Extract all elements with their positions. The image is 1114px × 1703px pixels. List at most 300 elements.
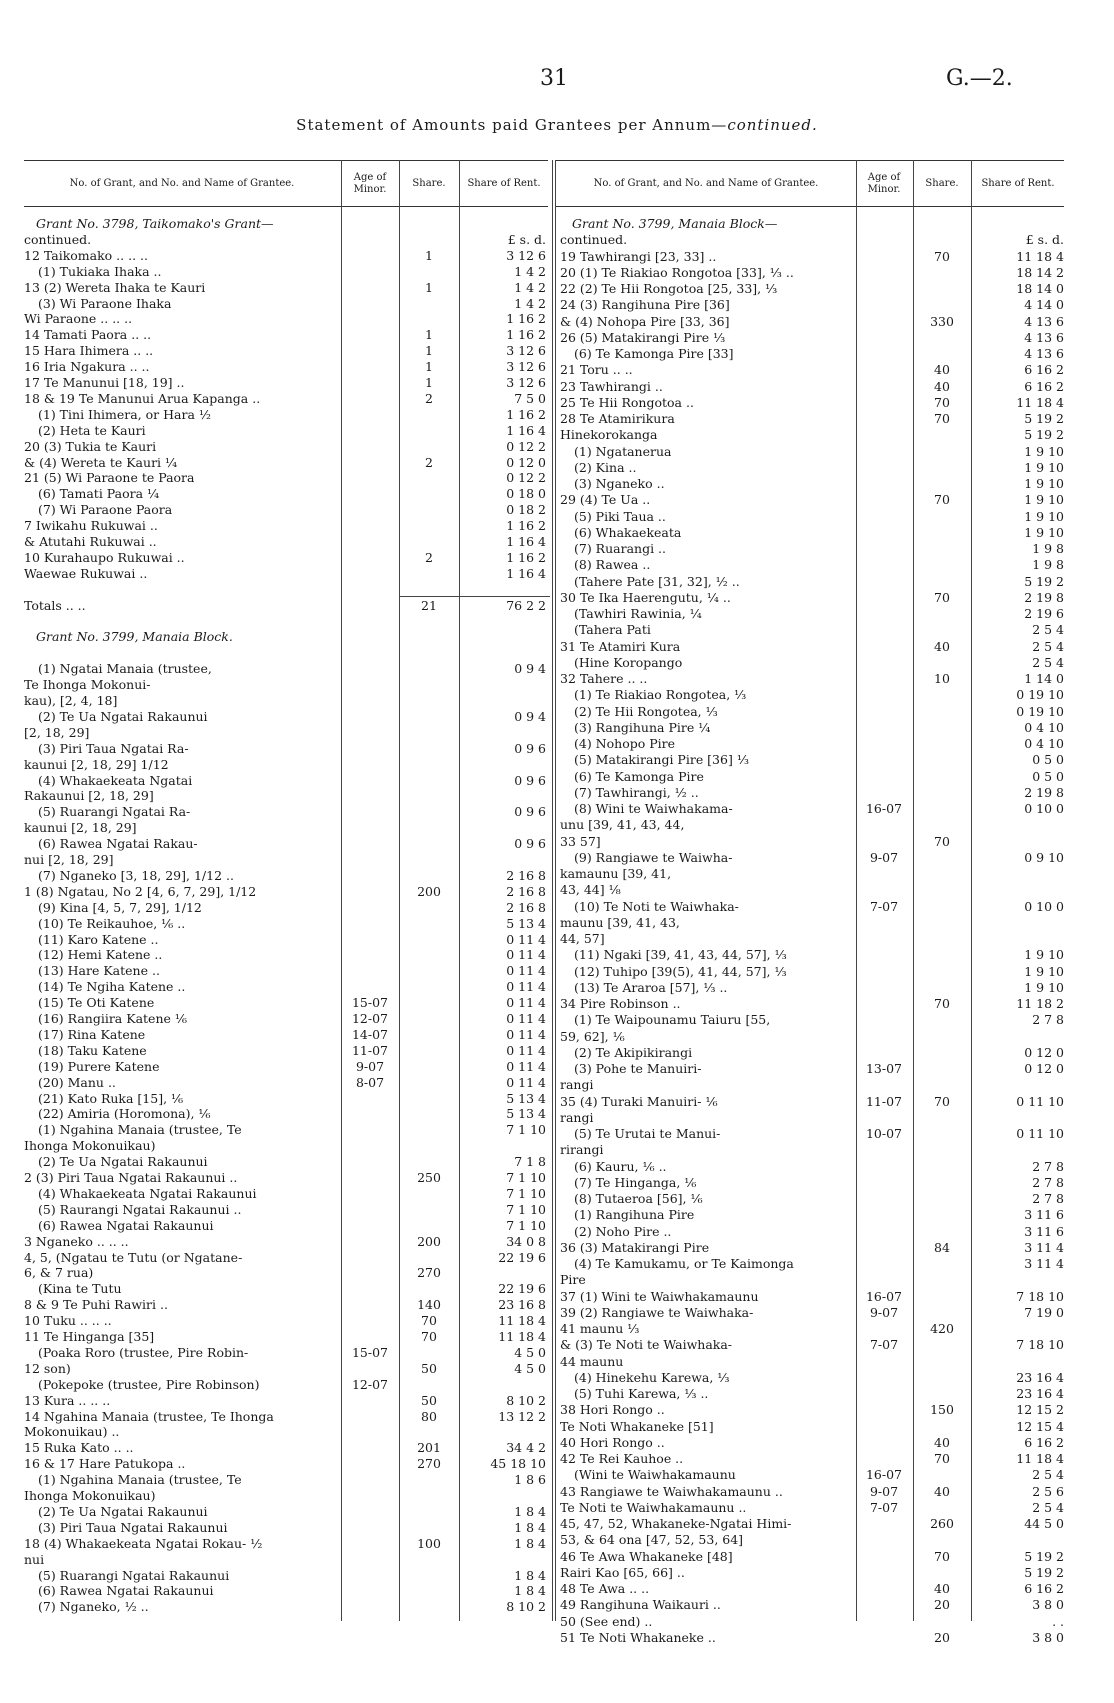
grantee-name: (6) Tamati Paora ¼: [38, 486, 160, 502]
title-text: Statement of Amounts paid Grantees per Annum—: [296, 116, 728, 134]
grantee-name: (7) Tawhirangi, ½ ..: [574, 784, 699, 800]
table-row: [560, 606, 1066, 622]
grantee-name: Waewae Rukuwai ..: [24, 565, 148, 581]
rent-amount: 0 11 4: [506, 1026, 546, 1042]
grantee-name: 14 Ngahina Manaia (trustee, Te Ihonga: [24, 1408, 274, 1424]
grantee-name: Te Noti Whakaneke [51]: [560, 1418, 714, 1434]
minor-age: 12-07: [351, 1011, 389, 1026]
minor-age: 11-07: [351, 1042, 389, 1058]
rent-amount: 1 16 2: [506, 327, 546, 343]
rent-amount: 7 5 0: [514, 390, 546, 406]
grantee-name: 3 Nganeko .. .. ..: [24, 1233, 129, 1249]
rent-amount: 5 19 2: [1024, 1548, 1064, 1564]
grantee-name: 13 Kura .. .. ..: [24, 1392, 111, 1408]
share-value: 80: [421, 1408, 437, 1424]
grantee-name: (4) Whakaekeata Ngatai Rakaunui: [38, 1185, 257, 1201]
rent-amount: 0 4 10: [1024, 736, 1064, 751]
column-divider: [555, 160, 556, 1621]
rent-amount: 0 11 4: [506, 1011, 546, 1026]
grantee-name: (13) Te Araroa [57], ⅓ ..: [574, 979, 728, 995]
share-value: 100: [417, 1535, 441, 1551]
table-row: [24, 1313, 550, 1329]
grantee-name: Mokonuikau) ..: [24, 1424, 120, 1440]
table-row: [24, 661, 550, 677]
grantee-name: (Poaka Roro (trustee, Pire Robin-: [38, 1344, 249, 1360]
grantee-name: (11) Karo Katene ..: [38, 931, 159, 947]
share-value: 70: [934, 1093, 950, 1109]
table-row: [24, 280, 550, 296]
share-value: 150: [930, 1402, 954, 1418]
table-row: [560, 232, 1066, 248]
rent-amount: 0 11 4: [506, 995, 546, 1011]
minor-age: 16-07: [865, 801, 903, 816]
grantee-name: (4) Te Kamukamu, or Te Kaimonga: [574, 1256, 794, 1271]
table-row: [560, 525, 1066, 541]
grantee-name: Totals .. ..: [24, 597, 86, 613]
grantee-name: nui [2, 18, 29]: [24, 852, 114, 867]
table-row: [24, 248, 550, 264]
grantee-name: (5) Raurangi Ngatai Rakaunui ..: [38, 1201, 242, 1217]
grantee-name: (10) Te Noti te Waiwhaka-: [574, 898, 739, 914]
share-value: 1: [425, 247, 433, 263]
rent-amount: 8 10 2: [506, 1599, 546, 1615]
rent-amount: 0 11 10: [1016, 1126, 1064, 1141]
rent-amount: 1 16 4: [506, 565, 546, 581]
rent-amount: 0 18 2: [506, 502, 546, 518]
rent-amount: 1 8 4: [514, 1535, 546, 1551]
grantee-name: 2 (3) Piri Taua Ngatai Rakaunui ..: [24, 1170, 238, 1185]
table-row: [560, 769, 1066, 785]
table-row: [560, 1516, 1066, 1532]
table-row: [24, 1599, 550, 1615]
grantee-name: & (4) Nohopa Pire [33, 36]: [560, 313, 730, 329]
rent-amount: 1 9 10: [1024, 459, 1064, 475]
rent-amount: 1 16 2: [506, 549, 546, 565]
rent-amount: 1 9 10: [1024, 476, 1064, 491]
table-row: [560, 1386, 1066, 1402]
table-row: [24, 1329, 550, 1345]
grantee-name: 18 (4) Whakaekeata Ngatai Rokau- ½: [24, 1535, 263, 1551]
table-row: [560, 704, 1066, 720]
table-row: [560, 330, 1066, 346]
minor-age: 16-07: [865, 1288, 903, 1304]
rent-amount: 0 12 0: [1024, 1044, 1064, 1060]
grantee-name: (7) Te Hinganga, ⅙: [574, 1174, 697, 1190]
table-row: [24, 1297, 550, 1313]
page-title: [0, 116, 1114, 134]
table-row: [24, 1377, 550, 1393]
table-row: [24, 820, 550, 836]
grantee-name: (2) Noho Pire ..: [574, 1223, 672, 1239]
rent-amount: 18 14 2: [1016, 264, 1064, 280]
table-row: [560, 1142, 1066, 1158]
table-row: [560, 1597, 1066, 1613]
rent-amount: 1 4 2: [514, 279, 546, 295]
grantee-name: (4) Whakaekeata Ngatai: [38, 772, 193, 788]
grantee-name: 43, 44] ⅛: [560, 882, 621, 898]
share-value: 1: [425, 279, 433, 295]
table-row: [24, 1424, 550, 1440]
grantee-name: 22 (2) Te Hii Rongotoa [25, 33], ⅓: [560, 281, 778, 296]
rent-amount: 7 1 10: [506, 1185, 546, 1201]
table-row: [24, 868, 550, 884]
rent-amount: 3 11 4: [1024, 1256, 1064, 1271]
grantee-name: (3) Nganeko ..: [574, 476, 665, 491]
rent-amount: 3 12 6: [506, 343, 546, 359]
rent-amount: 7 1 10: [506, 1201, 546, 1217]
rent-amount: 0 11 4: [506, 947, 546, 963]
table-row: [560, 460, 1066, 476]
grantee-name: (5) Matakirangi Pire [36] ⅓: [574, 752, 749, 768]
grantee-name: (6) Rawea Ngatai Rakaunui: [38, 1583, 214, 1599]
rent-amount: 45 18 10: [490, 1456, 546, 1472]
grantee-name: Hinekorokanga: [560, 427, 658, 443]
table-row: [560, 736, 1066, 752]
share-value: 70: [934, 411, 950, 426]
table-row: [24, 1409, 550, 1425]
rent-amount: 1 16 4: [506, 422, 546, 438]
rent-amount: 1 8 4: [514, 1567, 546, 1583]
rent-amount: 3 12 6: [506, 375, 546, 390]
share-value: 260: [930, 1516, 954, 1531]
table-row: [24, 1059, 550, 1075]
grantee-name: (2) Te Ua Ngatai Rakaunui: [38, 1503, 208, 1519]
grantee-name: 45, 47, 52, Whakaneke-Ngatai Himi-: [560, 1516, 792, 1531]
table-row: [560, 931, 1066, 947]
rent-amount: 8 10 2: [506, 1392, 546, 1408]
share-value: 200: [417, 1233, 441, 1249]
grantee-name: (1) Ngatanerua: [574, 443, 672, 459]
rent-amount: 6 16 2: [1024, 362, 1064, 378]
table-row: [24, 1043, 550, 1059]
table-row: [24, 1472, 550, 1488]
rent-amount: 1 9 10: [1024, 492, 1064, 508]
table-row: [560, 947, 1066, 963]
grantee-name: Ihonga Mokonuikau): [24, 1138, 156, 1154]
grantee-name: 46 Te Awa Whakaneke [48]: [560, 1548, 733, 1564]
table-row: [24, 677, 550, 693]
grantee-name: (20) Manu ..: [38, 1074, 116, 1090]
rent-amount: 0 9 6: [514, 836, 546, 852]
table-row: [24, 359, 550, 375]
table-row: [24, 757, 550, 773]
grantee-name: 33 57]: [560, 833, 601, 849]
rent-amount: 5 13 4: [506, 915, 546, 931]
left-header-share: Share.: [412, 177, 446, 189]
table-row: [560, 427, 1066, 443]
right-header-age: Age of Minor.: [867, 171, 901, 195]
rent-amount: 2 19 8: [1024, 784, 1064, 800]
grantee-name: 41 maunu ⅓: [560, 1321, 640, 1336]
grantee-name: (Tahere Pate [31, 32], ½ ..: [574, 573, 740, 589]
table-row: [24, 1075, 550, 1091]
share-value: 40: [934, 1483, 950, 1499]
share-value: 140: [417, 1297, 441, 1313]
rent-amount: 6 16 2: [1024, 1434, 1064, 1450]
table-row: [24, 773, 550, 789]
grantee-name: & (3) Te Noti te Waiwhaka-: [560, 1337, 733, 1353]
table-row: [24, 709, 550, 725]
table-row: [560, 671, 1066, 687]
table-row: [560, 444, 1066, 460]
minor-age: 9-07: [869, 1304, 899, 1320]
grantee-name: (8) Wini te Waiwhakama-: [574, 801, 733, 816]
rent-amount: 2 5 6: [1032, 1483, 1064, 1499]
table-row: [560, 1402, 1066, 1418]
grantee-name: Rairi Kao [65, 66] ..: [560, 1564, 685, 1580]
grantee-name: (6) Rawea Ngatai Rakaunui: [38, 1217, 214, 1233]
share-value: 2: [425, 549, 433, 565]
rent-amount: 4 13 6: [1024, 313, 1064, 329]
table-row: [24, 1202, 550, 1218]
table-row: [560, 1094, 1066, 1110]
grantee-name: 21 (5) Wi Paraone te Paora: [24, 470, 195, 486]
rent-amount: 6 16 2: [1024, 1581, 1064, 1596]
grantee-name: (2) Kina ..: [574, 459, 637, 475]
document-code: G.—2.: [946, 66, 1013, 91]
table-row: [24, 852, 550, 868]
table-row: [24, 470, 550, 486]
rent-amount: 0 12 0: [506, 454, 546, 470]
minor-age: 16-07: [865, 1467, 903, 1483]
grantee-name: Pire: [560, 1272, 586, 1288]
rent-amount: 34 4 2: [506, 1440, 546, 1456]
share-value: 201: [417, 1440, 441, 1456]
table-row: [560, 785, 1066, 801]
grantee-name: 50 (See end) ..: [560, 1613, 653, 1629]
table-row: [24, 788, 550, 804]
grantee-name: 31 Te Atamiri Kura: [560, 638, 681, 654]
table-row: [560, 297, 1066, 313]
grantee-name: Rakaunui [2, 18, 29]: [24, 788, 154, 804]
grantee-name: (13) Hare Katene ..: [38, 963, 160, 979]
grantee-name: (1) Te Waipounamu Taiuru [55,: [574, 1012, 771, 1028]
grantee-name: (4) Nohopo Pire: [574, 736, 676, 751]
grantee-name: & (4) Wereta te Kauri ¼: [24, 454, 178, 470]
grantee-name: 48 Te Awa .. ..: [560, 1581, 650, 1596]
rent-amount: 0 9 6: [514, 804, 546, 820]
grantee-name: nui: [24, 1551, 45, 1567]
rent-amount: 3 8 0: [1032, 1597, 1064, 1613]
rent-amount: 0 11 4: [506, 931, 546, 947]
table-row: [560, 1045, 1066, 1061]
share-value: 21: [421, 597, 437, 613]
table-row: [24, 1027, 550, 1043]
left-header-rent: Share of Rent.: [467, 177, 541, 189]
rent-amount: 1 14 0: [1024, 671, 1064, 686]
table-row: [560, 492, 1066, 508]
table-row: [560, 1110, 1066, 1126]
rent-amount: 11 18 4: [1016, 248, 1064, 264]
table-row: [24, 725, 550, 741]
grantee-name: Ihonga Mokonuikau): [24, 1488, 156, 1503]
grantee-name: (8) Tutaeroa [56], ⅙: [574, 1191, 703, 1206]
rent-amount: 1 4 2: [514, 263, 546, 279]
table-row: [560, 1630, 1066, 1646]
share-value: 70: [934, 1451, 950, 1466]
table-row: [560, 281, 1066, 297]
rent-amount: 22 19 6: [498, 1249, 546, 1265]
grantee-name: 4, 5, (Ngatau te Tutu (or Ngatane-: [24, 1249, 243, 1265]
right-header-rent: Share of Rent.: [981, 177, 1055, 189]
grantee-name: 51 Te Noti Whakaneke ..: [560, 1629, 716, 1645]
grantee-name: (7) Nganeko [3, 18, 29], 1/12 ..: [38, 867, 234, 883]
table-row: [560, 346, 1066, 362]
currency-header: £ s. d.: [1025, 232, 1064, 248]
rent-amount: 23 16 8: [498, 1297, 546, 1313]
rent-amount: 4 14 0: [1024, 297, 1064, 313]
table-row: [24, 518, 550, 534]
rent-amount: 1 16 2: [506, 518, 546, 534]
rent-amount: 1 9 10: [1024, 963, 1064, 979]
rent-amount: 2 5 4: [1032, 654, 1064, 670]
grantee-name: (7) Nganeko, ½ ..: [38, 1599, 149, 1615]
minor-age: 14-07: [351, 1026, 389, 1042]
rent-amount: 44 5 0: [1024, 1516, 1064, 1531]
rent-amount: 1 9 10: [1024, 524, 1064, 540]
table-row: [560, 1029, 1066, 1045]
share-value: 50: [421, 1360, 437, 1376]
table-row: [24, 1265, 550, 1281]
currency-header: £ s. d.: [507, 231, 546, 247]
grantee-name: 59, 62], ⅙: [560, 1028, 625, 1044]
table-row: [560, 314, 1066, 330]
table-row: [560, 1451, 1066, 1467]
grantee-name: (2) Te Ua Ngatai Rakaunui: [38, 708, 208, 724]
rent-amount: . .: [1052, 1613, 1064, 1629]
table-row: [560, 1256, 1066, 1272]
rent-amount: 2 5 4: [1032, 1499, 1064, 1515]
table-row: [560, 509, 1066, 525]
totals-rule: [400, 596, 550, 597]
share-value: 20: [934, 1629, 950, 1645]
table-row: [24, 1440, 550, 1456]
grantee-name: 19 Tawhirangi [23, 33] ..: [560, 248, 717, 264]
table-row: [560, 379, 1066, 395]
table-row: [560, 1419, 1066, 1435]
share-value: 40: [934, 378, 950, 394]
share-value: 40: [934, 1434, 950, 1450]
rent-amount: 1 8 6: [514, 1472, 546, 1488]
table-row: [560, 1305, 1066, 1321]
minor-age: 15-07: [351, 1344, 389, 1360]
rent-amount: 5 19 2: [1024, 573, 1064, 589]
grantee-name: (14) Te Ngiha Katene ..: [38, 979, 186, 995]
rent-amount: 0 11 4: [506, 963, 546, 979]
rent-amount: 7 1 10: [506, 1217, 546, 1233]
grantee-name: (6) Whakaekeata: [574, 524, 682, 540]
share-value: 40: [934, 362, 950, 378]
rent-amount: 12 15 4: [1016, 1418, 1064, 1434]
grantee-name: 12 Taikomako .. .. ..: [24, 247, 148, 263]
grantee-name: (Wini te Waiwhakamaunu: [574, 1467, 736, 1483]
grantee-name: 34 Pire Robinson ..: [560, 996, 681, 1011]
table-row: [560, 882, 1066, 898]
grantee-name: 16 Iria Ngakura .. ..: [24, 359, 150, 375]
share-value: 20: [934, 1597, 950, 1613]
rent-amount: 0 5 0: [1032, 752, 1064, 768]
minor-age: 11-07: [865, 1093, 903, 1109]
rent-amount: 0 10 0: [1024, 801, 1064, 816]
grantee-name: (1) Tukiaka Ihaka ..: [38, 263, 162, 279]
grantee-name: (Kina te Tutu: [38, 1281, 122, 1297]
left-header-age: Age of Minor.: [353, 171, 387, 195]
right-column-header: [556, 160, 1064, 207]
rent-amount: 2 16 8: [506, 867, 546, 883]
table-row: [560, 476, 1066, 492]
grantee-name: 18 & 19 Te Manunui Arua Kapanga ..: [24, 390, 261, 406]
table-row: [24, 804, 550, 820]
table-row: [24, 566, 550, 582]
rent-amount: 4 5 0: [514, 1344, 546, 1360]
table-row: [24, 836, 550, 852]
grantee-name: (5) Ruarangi Ngatai Ra-: [38, 804, 191, 820]
table-row: [24, 995, 550, 1011]
rent-amount: 11 18 4: [1016, 394, 1064, 410]
grantee-name: maunu [39, 41, 43,: [560, 914, 680, 930]
minor-age: 7-07: [869, 1499, 899, 1515]
grantee-name: (7) Wi Paraone Paora: [38, 502, 173, 518]
table-row: [24, 1138, 550, 1154]
rent-amount: 7 19 0: [1024, 1304, 1064, 1320]
grantee-name: (3) Rangihuna Pire ¼: [574, 719, 711, 735]
share-value: 84: [934, 1239, 950, 1255]
table-row: [560, 834, 1066, 850]
table-row: [24, 232, 550, 248]
table-row: [560, 249, 1066, 265]
share-value: 10: [934, 671, 950, 686]
rent-amount: 7 18 10: [1016, 1288, 1064, 1304]
grantee-name: (Hine Koropango: [574, 654, 683, 670]
rent-amount: 13 12 2: [498, 1408, 546, 1424]
rent-amount: 1 9 10: [1024, 508, 1064, 524]
rent-amount: 0 11 4: [506, 1074, 546, 1090]
rent-amount: 1 4 2: [514, 295, 546, 311]
table-row: [560, 817, 1066, 833]
table-row: [24, 423, 550, 439]
table-row: [560, 411, 1066, 427]
minor-age: 15-07: [351, 995, 389, 1011]
table-row: [24, 629, 550, 645]
table-row: [560, 850, 1066, 866]
table-row: [560, 590, 1066, 606]
grantee-name: Grant No. 3799, Manaia Block.: [36, 629, 233, 645]
rent-amount: 5 19 2: [1024, 1564, 1064, 1580]
grantee-name: kaunui [2, 18, 29]: [24, 820, 137, 836]
rent-amount: 2 7 8: [1032, 1012, 1064, 1028]
table-row: [560, 1077, 1066, 1093]
grantee-name: (15) Te Oti Katene: [38, 995, 155, 1011]
grantee-name: kaunui [2, 18, 29] 1/12: [24, 756, 169, 772]
share-value: 1: [425, 359, 433, 375]
rent-amount: 0 19 10: [1016, 703, 1064, 719]
table-row: [24, 614, 550, 630]
grantee-name: 44, 57]: [560, 931, 605, 946]
table-row: [560, 265, 1066, 281]
table-row: [560, 1321, 1066, 1337]
table-row: [560, 1581, 1066, 1597]
grantee-name: rangi: [560, 1109, 594, 1125]
rent-amount: 0 12 2: [506, 470, 546, 486]
rent-amount: 1 9 10: [1024, 979, 1064, 995]
grantee-name: 28 Te Atamirikura: [560, 411, 675, 426]
rent-amount: 0 9 6: [514, 740, 546, 756]
grantee-name: unu [39, 41, 43, 44,: [560, 817, 685, 833]
table-row: [24, 455, 550, 471]
minor-age: 7-07: [869, 898, 899, 914]
share-value: 2: [425, 454, 433, 470]
share-value: 2: [425, 390, 433, 406]
